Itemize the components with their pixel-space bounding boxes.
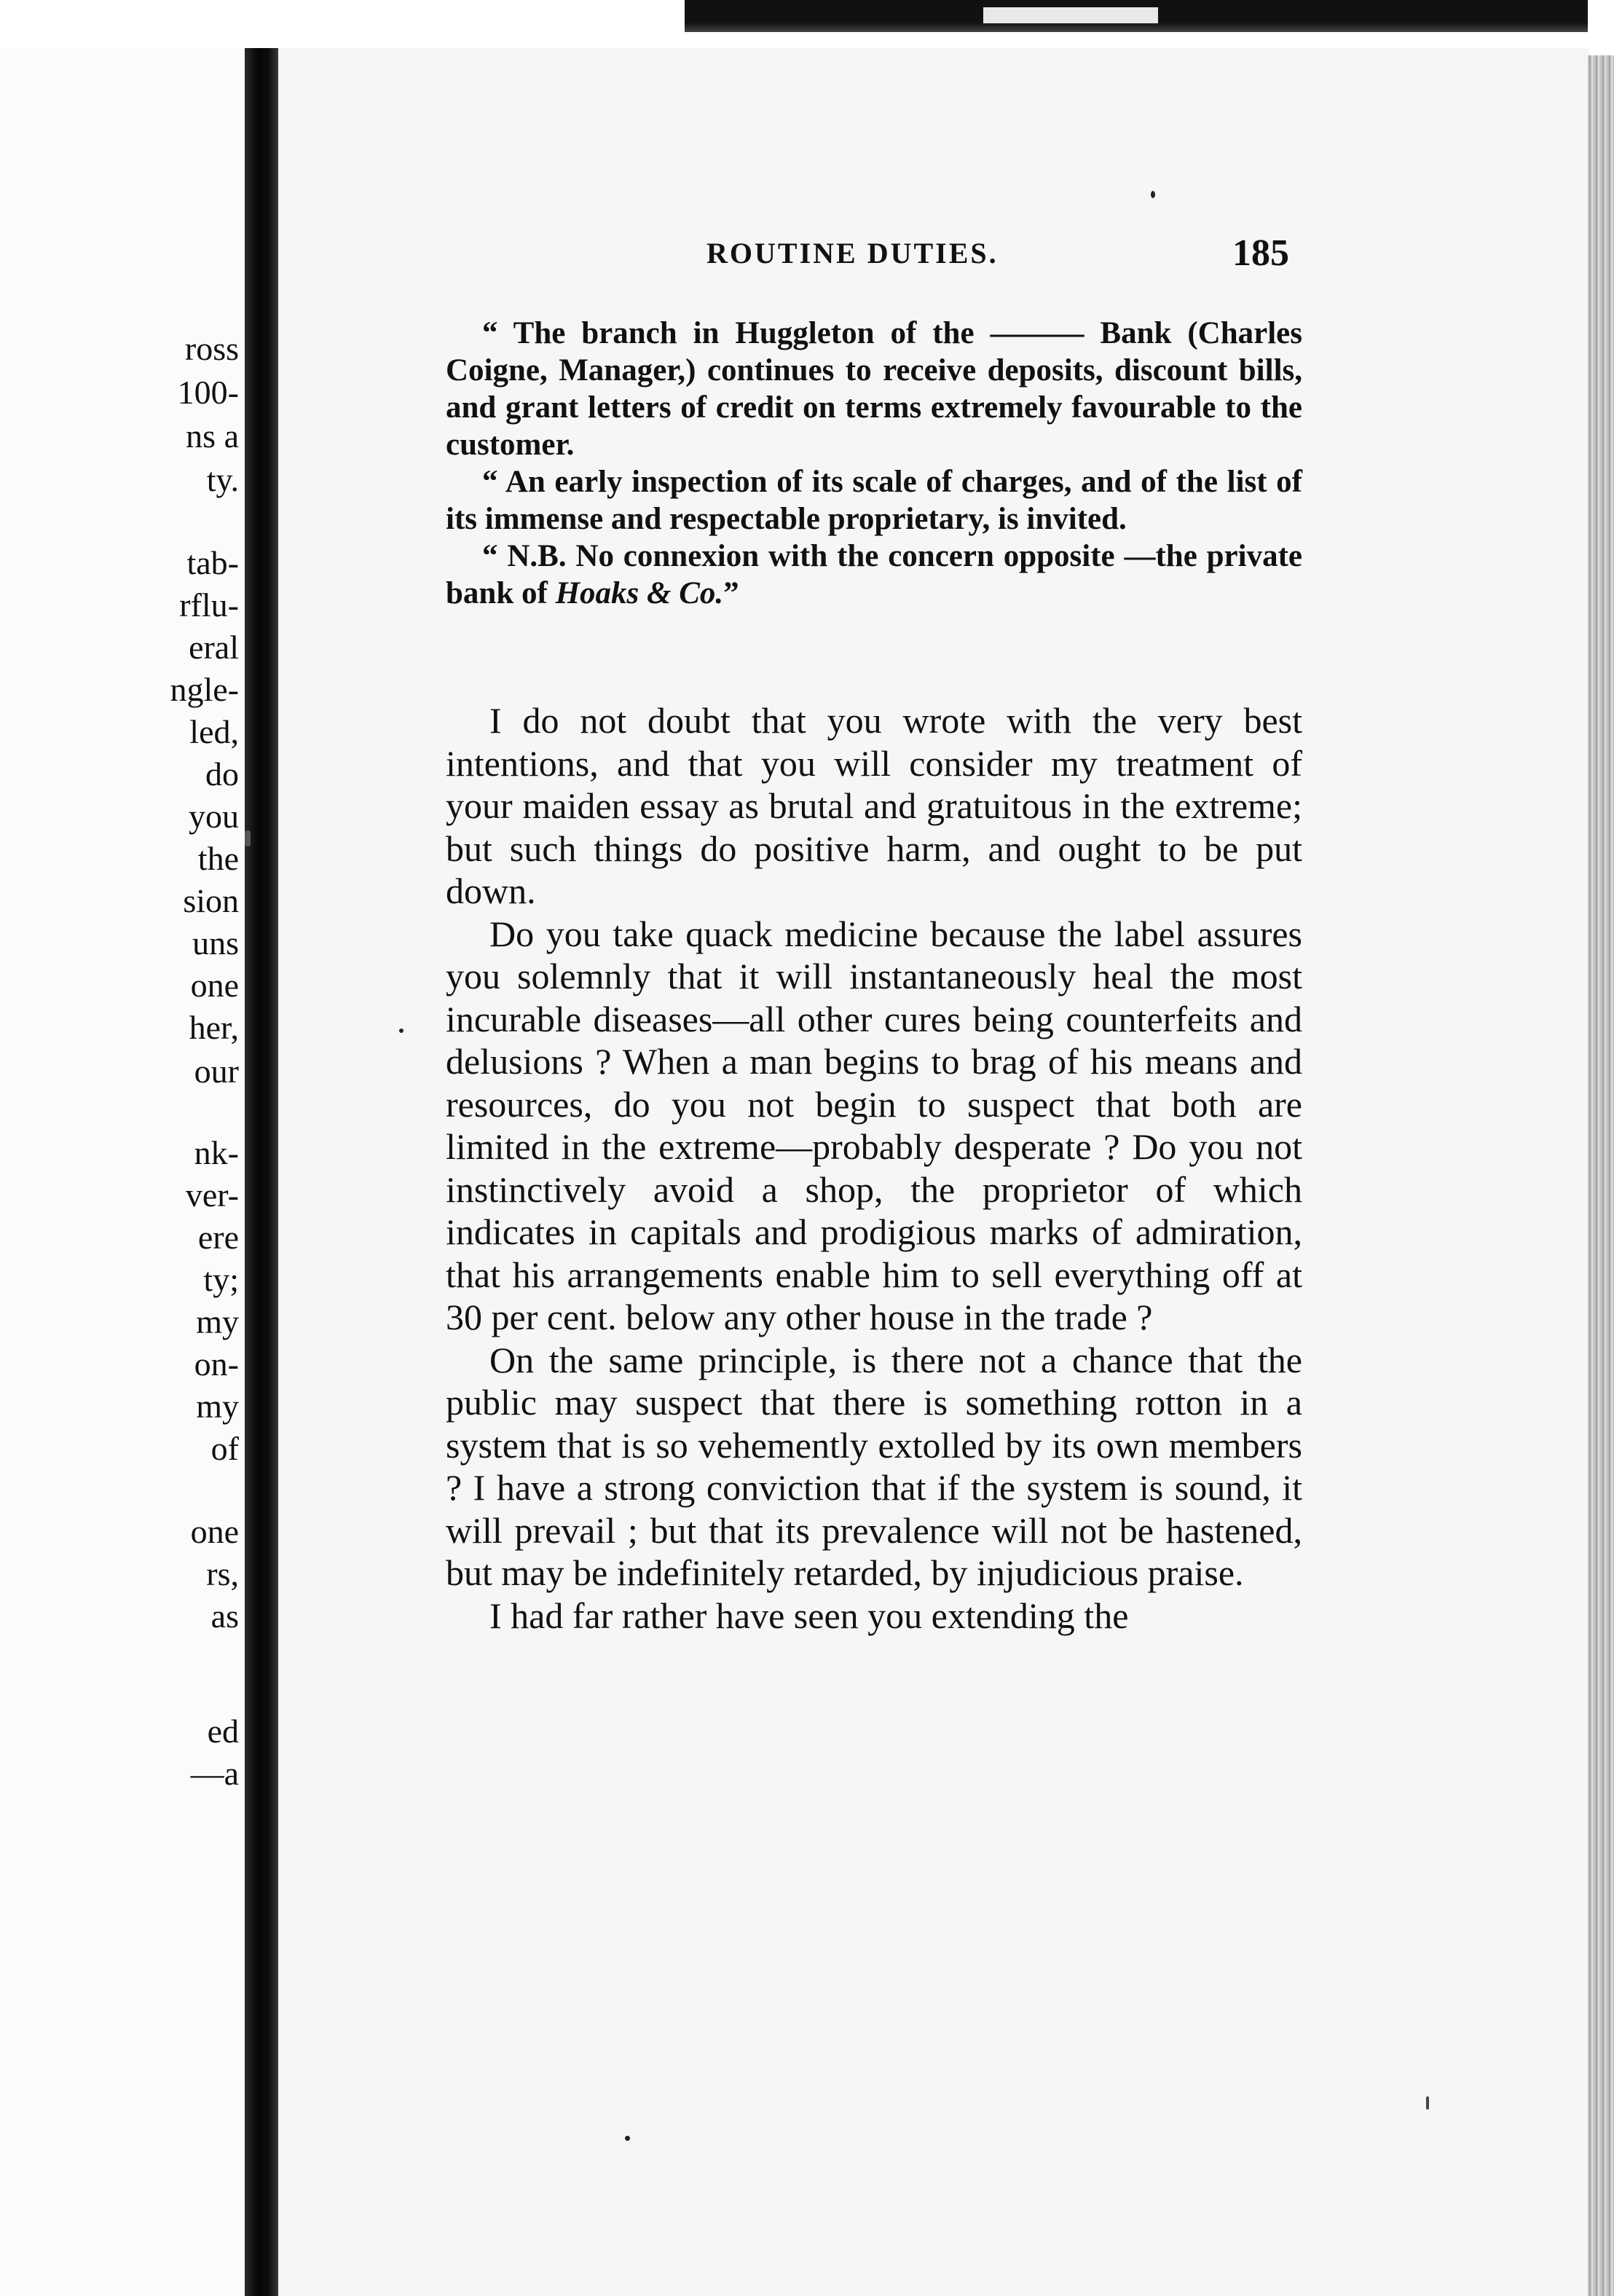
left-page-fragment: nk- — [194, 1134, 239, 1171]
left-page-fragment: sion — [183, 882, 239, 919]
left-page-fragment: one — [190, 1513, 239, 1550]
book-gutter — [245, 48, 278, 2296]
ink-speck — [625, 2136, 630, 2141]
left-page-fragment: ed — [207, 1713, 239, 1750]
ink-speck — [399, 1029, 404, 1033]
left-page-fragment: led, — [189, 713, 239, 750]
page-edge-stack — [1588, 55, 1614, 2296]
running-head: ROUTINE DUTIES. — [706, 237, 999, 270]
ink-speck — [1151, 191, 1155, 198]
quote-paragraph — [446, 538, 1302, 612]
ink-speck — [1426, 2096, 1429, 2110]
quote-text: “ N.B. No connexion with the concern opposite —the private bank of — [446, 539, 1302, 610]
left-page-fragment: on- — [194, 1345, 239, 1383]
left-page-fragment: rs, — [206, 1555, 239, 1592]
left-page — [0, 48, 245, 2296]
left-page-fragment: —a — [190, 1755, 239, 1792]
left-page-fragment: the — [197, 840, 239, 877]
left-page-fragment: my — [196, 1388, 239, 1425]
body-paragraph: I do not doubt that you wrote with the very best intentions, and that you will consider my treatment of your maiden essay as brutal and gratuitous in the extreme; but such things do positive harm, and ought to be put down. — [446, 700, 1302, 911]
left-page-fragment: tab- — [186, 544, 239, 581]
left-page-fragment: as — [210, 1597, 239, 1635]
left-page-fragments — [0, 48, 245, 2296]
left-page-fragment: my — [196, 1303, 239, 1340]
left-page-fragment: ty. — [206, 461, 239, 498]
left-page-fragment: 100- — [177, 374, 239, 411]
body-paragraph: Do you take quack medicine because the label assures you solemnly that it will instantaneously heal the most incurable diseases—all other cures being counterfeits and delusions ? When a man begins to brag of his means and resources, do you not begin to suspect that both are limited in the extreme—probably desperate ? Do you not instinctively avoid a shop, the proprietor of which indicates in capitals and prodigious marks of admiration, that his arrangements enable him to sell everything off at 30 per cent. below any other house in the trade ? — [446, 913, 1302, 1337]
left-page-fragment: of — [210, 1430, 239, 1467]
page-number: 185 — [1232, 232, 1289, 274]
quote-paragraph: “ The branch in Huggleton of the ——— Bank (Charles Coigne, Manager,) continues to receive deposits, discount bills, and grant letters of credit on terms extremely favourable to the customer. — [446, 316, 1302, 462]
left-page-fragment: ty; — [203, 1261, 239, 1298]
left-page-fragment: rflu- — [179, 586, 239, 624]
body-text — [446, 699, 1302, 1637]
body-paragraph: On the same principle, is there not a chance that the public may suspect that there is something rotton in a system that is so vehemently extolled by its own members ? I have a strong conviction that if the system is sound, it will prevail ; but that its prevalence will not be hastened, but may be indefinitely retarded, by injudicious praise. — [446, 1339, 1302, 1593]
left-page-fragment: ngle- — [170, 671, 239, 708]
left-page-fragment: eral — [189, 629, 239, 666]
left-page-fragment: you — [189, 798, 239, 835]
left-page-fragment: her, — [189, 1009, 239, 1046]
left-page-fragment: ross — [184, 330, 239, 367]
left-page-fragment: our — [194, 1053, 239, 1090]
left-page-fragment: uns — [192, 924, 239, 962]
left-page-fragment: do — [205, 755, 239, 793]
left-page-fragment: ver- — [185, 1176, 239, 1214]
book-top-edge-highlight — [983, 7, 1158, 23]
bank-name-italic: Hoaks & Co. — [555, 576, 724, 610]
left-page-fragment: ere — [197, 1219, 239, 1256]
quoted-notice — [446, 315, 1302, 612]
quote-paragraph: “ An early inspection of its scale of charges, and of the list of its immense and respectable proprietary, is invited. — [446, 465, 1302, 536]
left-page-fragment: ns a — [186, 417, 239, 455]
ink-speck — [245, 830, 251, 846]
quote-close: ” — [723, 576, 739, 610]
left-page-fragment: one — [190, 967, 239, 1004]
body-paragraph: I had far rather have seen you extending the — [489, 1595, 1129, 1636]
